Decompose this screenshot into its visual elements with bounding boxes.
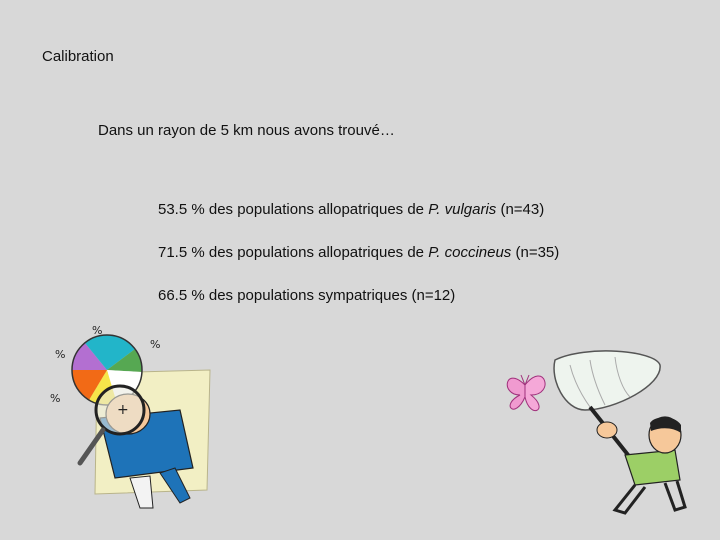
svg-text:+: + <box>117 402 129 418</box>
butterfly-net-icon <box>495 345 695 520</box>
pie-chart-magnifier-icon <box>45 318 220 518</box>
slide-title: Calibration <box>42 48 114 65</box>
stat-1-species: P. vulgaris <box>428 201 497 218</box>
slide-intro: Dans un rayon de 5 km nous avons trouvé… <box>98 122 395 139</box>
butterfly-icon <box>507 375 545 411</box>
stat-2-suffix: (n=35) <box>511 244 560 261</box>
stat-1-suffix: (n=43) <box>496 201 545 218</box>
percent-sign-3: % <box>55 348 66 361</box>
percent-sign-1: % <box>92 324 103 337</box>
stat-1-prefix: 53.5 % des populations allopatriques de <box>158 201 429 218</box>
stat-2-species: P. coccineus <box>428 244 512 261</box>
stat-3-prefix: 66.5 % des populations sympatriques <box>158 287 408 304</box>
stat-line-3 <box>158 287 455 304</box>
percent-sign-4: % <box>50 392 61 405</box>
stat-3-suffix: (n=12) <box>407 287 456 304</box>
stat-line-1 <box>158 201 544 218</box>
stat-line-2 <box>158 244 559 261</box>
stat-2-prefix: 71.5 % des populations allopatriques de <box>158 244 429 261</box>
percent-sign-2: % <box>150 338 161 351</box>
